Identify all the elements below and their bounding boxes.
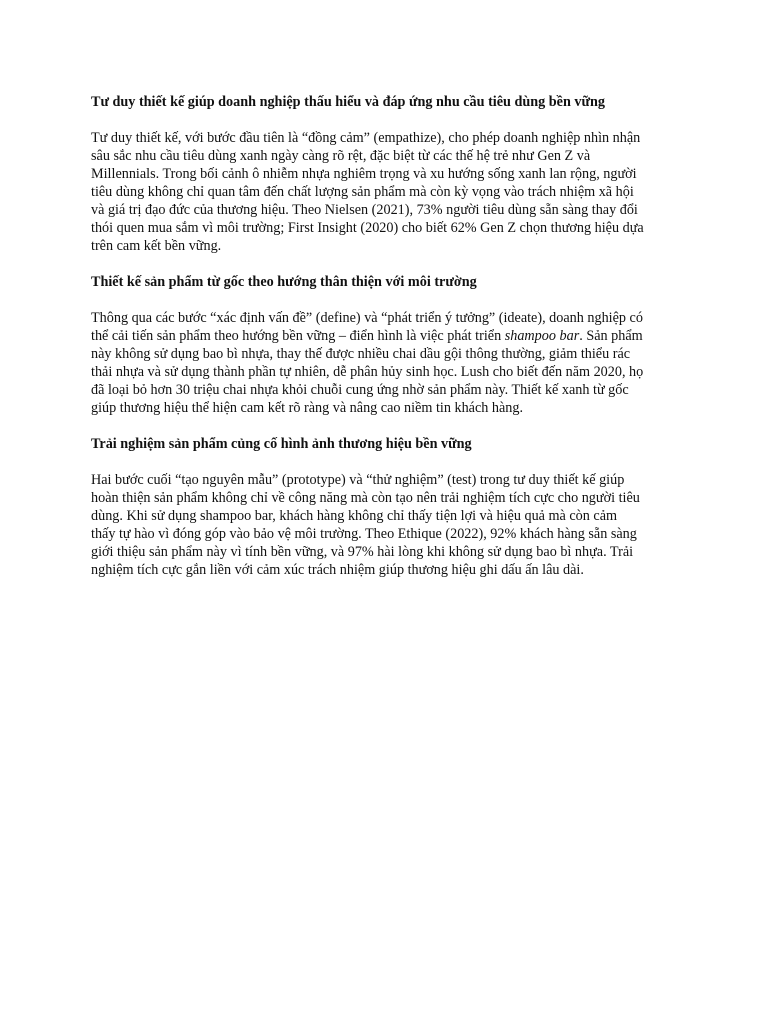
emphasis-shampoo-bar: shampoo bar [504, 328, 580, 344]
paragraph-line [91, 327, 679, 345]
paragraph-line: thói quen mua sắm vì môi trường; First Insight (2020) cho biết 62% Gen Z chọn thương hiệu dựa [91, 220, 644, 236]
document-body [91, 93, 679, 579]
section-heading-design-thinking: Tư duy thiết kế giúp doanh nghiệp thấu hiểu và đáp ứng nhu cầu tiêu dùng bền vững [91, 94, 606, 110]
paragraph-line: dùng. Khi sử dụng shampoo bar, khách hàng không chỉ thấy tiện lợi và hiệu quả mà còn cảm [91, 508, 618, 524]
paragraph-line: giới thiệu sản phẩm này vì tính bền vững, và 97% hài lòng khi không sử dụng bao bì nhựa. Trải [91, 544, 634, 560]
paragraph-define-ideate [91, 309, 679, 417]
paragraph-line: đã loại bỏ hơn 30 triệu chai nhựa khỏi chuỗi cung ứng nhờ sản phẩm này. Thiết kế xanh từ gốc [91, 382, 629, 398]
paragraph-line: này không sử dụng bao bì nhựa, thay thế được nhiều chai dầu gội thông thường, giảm thiểu rác [91, 346, 631, 362]
paragraph-empathize [91, 129, 679, 255]
paragraph-line: hoàn thiện sản phẩm không chỉ về công năng mà còn tạo nên trải nghiệm tích cực cho người tiêu [91, 490, 640, 506]
paragraph-line: giúp thương hiệu thể hiện cam kết rõ ràng và nâng cao niềm tin khách hàng. [91, 400, 524, 416]
paragraph-line: thấy tự hào vì đóng góp vào bảo vệ môi trường. Theo Ethique (2022), 92% khách hàng sẵn sàng [91, 526, 637, 542]
paragraph-line: Thông qua các bước “xác định vấn đề” (define) và “phát triển ý tưởng” (ideate), doanh nghiệp có [91, 310, 643, 326]
paragraph-line: nghiệm tích cực gắn liền với cảm xúc trách nhiệm giúp thương hiệu ghi dấu ấn lâu dài. [91, 562, 584, 578]
paragraph-line: trên cam kết bền vững. [91, 238, 222, 254]
line-text: . Sản phẩm [579, 328, 643, 344]
line-text: thể cải tiến sản phẩm theo hướng bền vững – điển hình là việc phát triển [91, 328, 505, 344]
paragraph-line: sâu sắc nhu cầu tiêu dùng xanh ngày càng rõ rệt, đặc biệt từ các thế hệ trẻ như Gen Z và [91, 148, 591, 164]
paragraph-line: Millennials. Trong bối cảnh ô nhiễm nhựa nghiêm trọng và xu hướng sống xanh lan rộng, người [91, 166, 637, 182]
paragraph-line: và giá trị đạo đức của thương hiệu. Theo Nielsen (2021), 73% người tiêu dùng sẵn sàng thay đổi [91, 202, 638, 218]
paragraph-prototype-test [91, 471, 679, 579]
paragraph-line: thải nhựa và sử dụng thành phần tự nhiên, dễ phân hủy sinh học. Lush cho biết đến năm 2020, họ [91, 364, 644, 380]
paragraph-line: Tư duy thiết kế, với bước đầu tiên là “đồng cảm” (empathize), cho phép doanh nghiệp nhìn nhận [91, 130, 641, 146]
paragraph-line: tiêu dùng không chỉ quan tâm đến chất lượng sản phẩm mà còn kỳ vọng vào trách nhiệm xã hội [91, 184, 634, 200]
section-heading-experience: Trải nghiệm sản phẩm củng cố hình ảnh thương hiệu bền vững [91, 436, 472, 452]
paragraph-line: Hai bước cuối “tạo nguyên mẫu” (prototype) và “thử nghiệm” (test) trong tư duy thiết kế giúp [91, 472, 625, 488]
section-heading-eco-design: Thiết kế sản phẩm từ gốc theo hướng thân thiện với môi trường [91, 274, 477, 290]
